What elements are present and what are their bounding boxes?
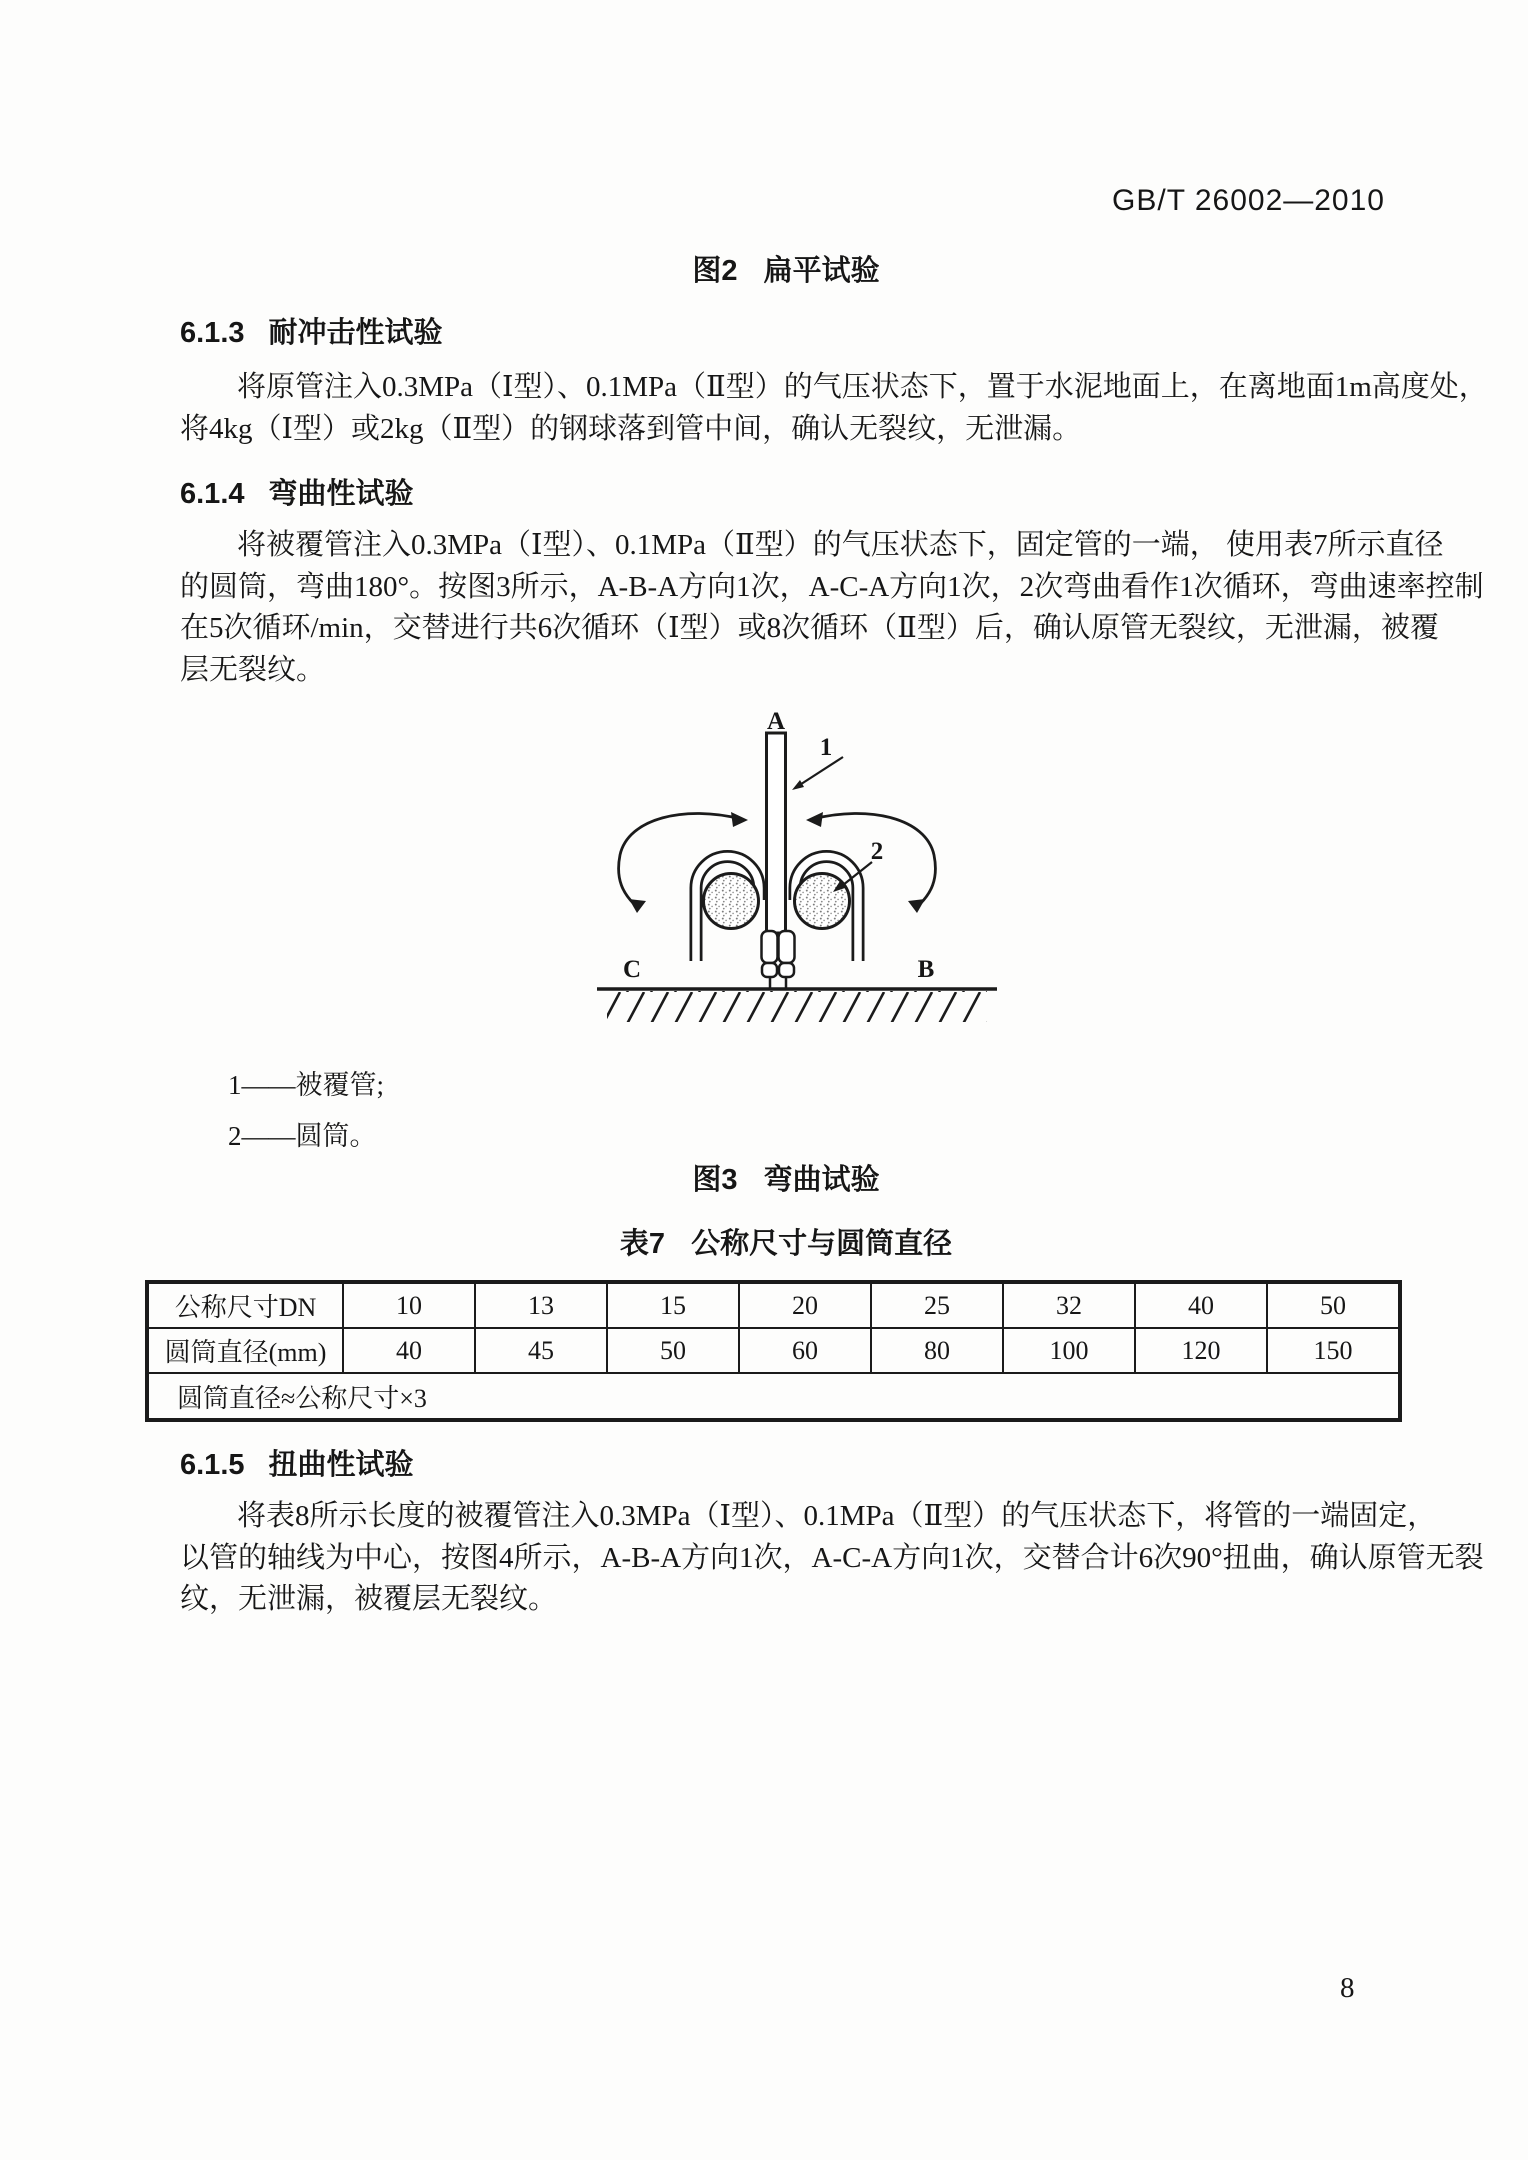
table-cell: 10 xyxy=(343,1282,475,1328)
table-cell: 40 xyxy=(343,1328,475,1373)
table7-title xyxy=(180,1221,1392,1262)
table-note-cell: 圆筒直径≈公称尺寸×3 xyxy=(147,1373,1400,1420)
figure3-caption-number: 图3 xyxy=(692,1164,738,1196)
table7-nominal-size-cylinder-diameter xyxy=(145,1280,1402,1422)
table-cell: 50 xyxy=(607,1328,739,1373)
section-heading-6-1-3 xyxy=(180,310,443,351)
cylinder-left xyxy=(704,874,759,929)
table-header-cell: 公称尺寸DN xyxy=(147,1282,343,1328)
table-cell: 32 xyxy=(1003,1282,1135,1328)
table-row xyxy=(147,1328,1400,1373)
table-row xyxy=(147,1373,1400,1420)
label-point-C: C xyxy=(622,956,642,983)
page-number: 8 xyxy=(1340,1972,1355,2004)
table-cell: 13 xyxy=(475,1282,607,1328)
section-title: 耐冲击性试验 xyxy=(268,317,443,349)
table-cell: 120 xyxy=(1135,1328,1267,1373)
paragraph-line: 将表8所示长度的被覆管注入0.3MPa（Ⅰ型）、0.1MPa（Ⅱ型）的气压状态下，将管的一端固定， xyxy=(237,1500,1437,1532)
paragraph-line: 的圆筒，弯曲180°。按图3所示，A-B-A方向1次，A-C-A方向1次，2次弯曲看作1次循环，弯曲速率控制 xyxy=(180,570,1484,603)
table-cell: 15 xyxy=(607,1282,739,1328)
paragraph-line: 将原管注入0.3MPa（Ⅰ型）、0.1MPa（Ⅱ型）的气压状态下，置于水泥地面上，在离地面1m高度处， xyxy=(237,371,1488,403)
section-number: 6.1.3 xyxy=(180,317,245,349)
figure3-caption xyxy=(180,1157,1392,1198)
paragraph-6-1-4 xyxy=(180,525,1484,691)
table-cell: 40 xyxy=(1135,1282,1267,1328)
figure3-legend-item-1: 1——被覆管; xyxy=(228,1070,385,1100)
coated-pipe xyxy=(767,733,786,933)
section-heading-6-1-5 xyxy=(180,1442,414,1483)
standard-code-header: GB/T 26002—2010 xyxy=(1112,184,1385,217)
label-point-B: B xyxy=(917,956,935,983)
paragraph-line: 层无裂纹。 xyxy=(180,653,326,686)
paragraph-line: 将4kg（Ⅰ型）或2kg（Ⅱ型）的钢球落到管中间，确认无裂纹，无泄漏。 xyxy=(180,412,1082,445)
section-number: 6.1.4 xyxy=(180,478,245,510)
figure3-legend-item-2: 2——圆筒。 xyxy=(228,1121,377,1151)
section-title: 扭曲性试验 xyxy=(268,1449,414,1481)
table-cell: 100 xyxy=(1003,1328,1135,1373)
paragraph-line: 以管的轴线为中心，按图4所示，A-B-A方向1次，A-C-A方向1次，交替合计6次90°扭曲，确认原管无裂 xyxy=(180,1541,1484,1574)
table-cell: 80 xyxy=(871,1328,1003,1373)
label-callout-1: 1 xyxy=(819,734,833,761)
figure3-bending-test-diagram xyxy=(555,698,1015,1033)
paragraph-6-1-3 xyxy=(180,367,1488,450)
label-point-A: A xyxy=(766,708,786,735)
paragraph-line: 将被覆管注入0.3MPa（Ⅰ型）、0.1MPa（Ⅱ型）的气压状态下，固定管的一端， 使用表7所示直径 xyxy=(237,529,1444,561)
table-cell: 50 xyxy=(1267,1282,1400,1328)
paragraph-6-1-5 xyxy=(180,1496,1484,1621)
label-callout-2: 2 xyxy=(870,838,884,865)
paragraph-line: 在5次循环/min，交替进行共6次循环（Ⅰ型）或8次循环（Ⅱ型）后，确认原管无裂纹，无泄漏，被覆 xyxy=(180,612,1439,644)
paragraph-line: 纹，无泄漏，被覆层无裂纹。 xyxy=(180,1583,558,1615)
figure2-caption-number: 图2 xyxy=(692,255,738,287)
leader-arrow-1 xyxy=(792,757,843,790)
table-cell: 45 xyxy=(475,1328,607,1373)
section-number: 6.1.5 xyxy=(180,1449,245,1481)
cylinder-right xyxy=(795,874,850,929)
figure2-caption xyxy=(180,248,1392,289)
section-heading-6-1-4 xyxy=(180,471,414,512)
table-header-cell: 圆筒直径(mm) xyxy=(147,1328,343,1373)
pipe-fitting xyxy=(762,931,795,989)
table7-title-text: 公称尺寸与圆筒直径 xyxy=(691,1228,953,1260)
table-cell: 20 xyxy=(739,1282,871,1328)
figure2-caption-title: 扁平试验 xyxy=(763,255,880,287)
table-row xyxy=(147,1282,1400,1328)
table-cell: 150 xyxy=(1267,1328,1400,1373)
figure3-caption-title: 弯曲试验 xyxy=(763,1164,880,1196)
table7-title-number: 表7 xyxy=(619,1228,666,1260)
table-cell: 25 xyxy=(871,1282,1003,1328)
section-title: 弯曲性试验 xyxy=(268,478,414,510)
table-cell: 60 xyxy=(739,1328,871,1373)
ground-hatching xyxy=(597,989,997,1022)
